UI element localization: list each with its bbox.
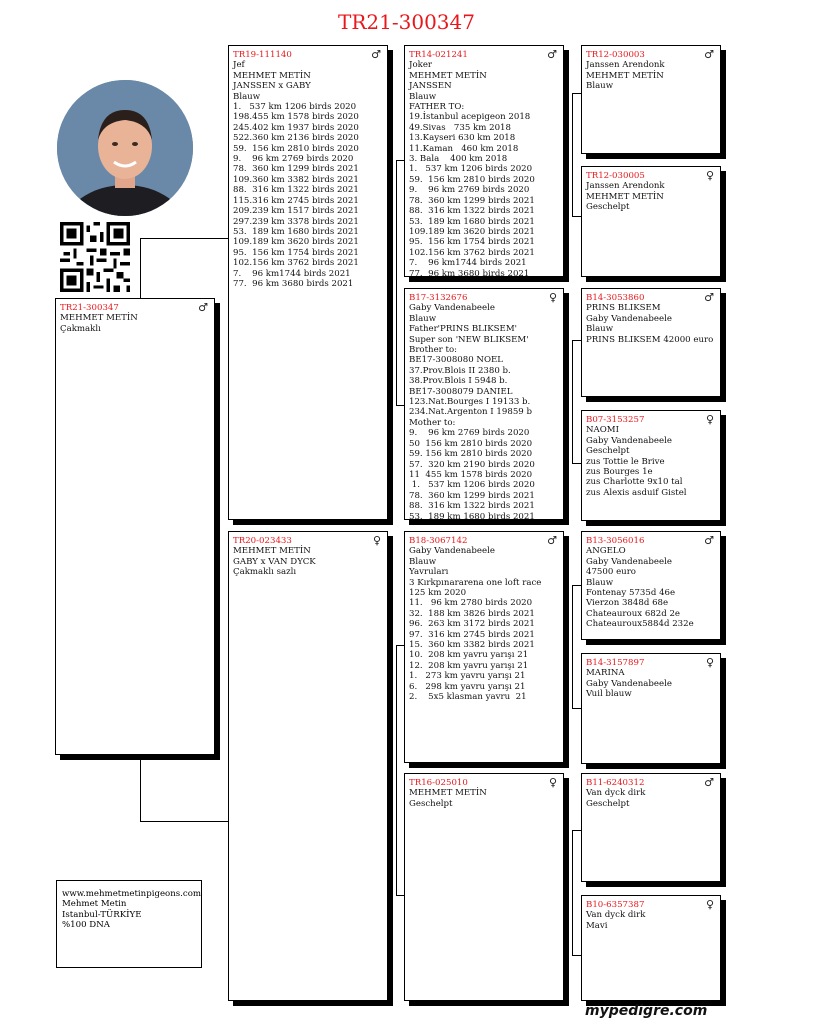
pedigree-card-sire-dam[interactable]	[404, 288, 564, 520]
pedigree-line: Geschelpt	[586, 798, 630, 809]
pedigree-line: 198.455 km 1578 birds 2020	[233, 112, 359, 123]
pedigree-line: Gaby Vandenabeele	[586, 678, 672, 689]
connector-subject-dam-v	[140, 755, 141, 821]
connector-ds-h2	[572, 708, 581, 709]
pedigree-line: 11. 96 km 2780 birds 2020	[409, 598, 533, 609]
pedigree-line: 53. 189 km 1680 birds 2021	[409, 511, 535, 520]
pedigree-line: GABY x VAN DYCK	[233, 556, 316, 567]
pedigree-line: 7. 96 km1744 birds 2021	[233, 268, 351, 279]
pedigree-card-sss[interactable]	[581, 45, 721, 154]
pedigree-card-sdd[interactable]	[581, 410, 721, 521]
ring-number: B18-3067142	[409, 536, 468, 546]
female-symbol-icon: ♀	[705, 656, 714, 669]
pedigree-line: Blauw	[586, 324, 614, 335]
pedigree-line: zus Charlotte 9x10 tal	[586, 477, 683, 488]
pedigree-line: 115.316 km 2745 birds 2021	[233, 195, 359, 206]
ring-number: B13-3056016	[586, 536, 645, 546]
pedigree-line: MEHMET METİN	[60, 313, 138, 324]
pedigree-line: 78. 360 km 1299 birds 2021	[233, 164, 359, 175]
pedigree-line: 78. 360 km 1299 birds 2021	[409, 490, 535, 501]
pedigree-card-dsd[interactable]	[581, 653, 721, 764]
pedigree-line: Blauw	[586, 577, 614, 588]
male-symbol-icon: ♂	[198, 301, 208, 314]
pedigree-line: 12. 208 km yavru yarışı 21	[409, 660, 529, 671]
pedigree-line: MEHMET METİN	[586, 70, 664, 81]
male-symbol-icon: ♂	[371, 48, 381, 61]
pedigree-line: zus Bourges 1e	[586, 467, 653, 478]
male-symbol-icon: ♂	[547, 534, 557, 547]
pedigree-card-dam-sire[interactable]	[404, 531, 564, 763]
pedigree-line: Fontenay 5735d 46e	[586, 588, 676, 599]
pedigree-line: 88. 316 km 1322 birds 2021	[409, 501, 535, 512]
ring-number: TR16-025010	[409, 778, 468, 788]
pedigree-line: 245.402 km 1937 birds 2020	[233, 122, 359, 133]
ring-number: B14-3053860	[586, 293, 645, 303]
pedigree-line: 123.Nat.Bourges I 19133 b.	[409, 397, 531, 408]
pedigree-card-sire-sire[interactable]	[404, 45, 564, 277]
pedigree-line: 1. 537 km 1206 birds 2020	[409, 164, 533, 175]
pedigree-line: Blauw	[233, 91, 261, 102]
pedigree-line: MARINA	[586, 668, 625, 679]
pedigree-line: Vuil blauw	[586, 689, 632, 700]
connector-ss-v	[572, 93, 573, 216]
qr-code[interactable]	[60, 222, 130, 292]
pedigree-line: 6. 298 km yavru yarışı 21	[409, 681, 526, 692]
connector-subject-sire-h	[140, 238, 230, 239]
pedigree-card-dss[interactable]	[581, 531, 721, 640]
pedigree-line: 102.156 km 3762 birds 2021	[409, 247, 535, 258]
pedigree-card-sire[interactable]	[228, 45, 388, 520]
pedigree-line: 9. 96 km 2769 birds 2020	[409, 428, 530, 439]
pedigree-line: Mother to:	[409, 417, 456, 428]
pedigree-line: 109.189 km 3620 birds 2021	[409, 226, 535, 237]
pedigree-line: 88. 316 km 1322 birds 2021	[409, 206, 535, 217]
ring-number: TR20-023433	[233, 536, 292, 546]
pedigree-line: Van dyck dirk	[586, 788, 646, 799]
pedigree-line: 15. 360 km 3382 birds 2021	[409, 640, 535, 651]
pedigree-card-ssd[interactable]	[581, 166, 721, 277]
pedigree-line: 1. 273 km yavru yarışı 21	[409, 671, 526, 682]
pedigree-line: 59. 156 km 2810 birds 2020	[233, 143, 359, 154]
ring-number: TR14-021241	[409, 50, 468, 60]
ring-number: B17-3132676	[409, 293, 468, 303]
pedigree-line: Gaby Vandenabeele	[586, 556, 672, 567]
pedigree-line: 37.Prov.Blois II 2380 b.	[409, 365, 511, 376]
connector-ds-v	[572, 585, 573, 708]
pedigree-line: 522.360 km 2136 birds 2020	[233, 133, 359, 144]
contact-box	[56, 880, 202, 968]
pedigree-line: 1. 537 km 1206 birds 2020	[233, 102, 357, 113]
pedigree-line: Blauw	[586, 81, 614, 92]
male-symbol-icon: ♂	[547, 48, 557, 61]
female-symbol-icon: ♀	[705, 169, 714, 182]
pedigree-line: MEHMET METİN	[409, 788, 487, 799]
pedigree-line: JANSSEN	[409, 81, 452, 92]
pedigree-line: 10. 208 km yavru yarışı 21	[409, 650, 529, 661]
pedigree-line: Gaby Vandenabeele	[409, 303, 495, 314]
pedigree-line: MEHMET METİN	[233, 546, 311, 557]
pedigree-card-sds[interactable]	[581, 288, 721, 397]
ring-number: B14-3157897	[586, 658, 645, 668]
pedigree-line: Çakmaklı	[60, 323, 101, 334]
pedigree-line: Geschelpt	[586, 202, 630, 213]
pedigree-card-dds[interactable]	[581, 773, 721, 882]
female-symbol-icon: ♀	[705, 413, 714, 426]
contact-location: Istanbul-TÜRKİYE	[62, 909, 142, 920]
pedigree-line: 32. 188 km 3826 birds 2021	[409, 608, 535, 619]
connector-ds-h1	[572, 585, 581, 586]
connector-sire-v	[396, 160, 397, 405]
pedigree-line: Janssen Arendonk	[586, 60, 665, 71]
ring-number: TR12-030005	[586, 171, 645, 181]
pedigree-line: 38.Prov.Blois I 5948 b.	[409, 376, 508, 387]
pedigree-line: Janssen Arendonk	[586, 181, 665, 192]
breeder-photo	[57, 80, 193, 216]
ring-number: TR21-300347	[60, 303, 119, 313]
pedigree-line: 109.360 km 3382 birds 2021	[233, 174, 359, 185]
pedigree-line: Chateauroux5884d 232e	[586, 619, 694, 630]
male-symbol-icon: ♂	[704, 776, 714, 789]
pedigree-line: 77. 96 km 3680 birds 2021	[409, 268, 530, 277]
pedigree-line: 109.189 km 3620 birds 2021	[233, 237, 359, 248]
ring-number: B10-6357387	[586, 900, 645, 910]
pedigree-line: PRINS BLIKSEM 42000 euro	[586, 334, 714, 345]
pedigree-line: 1. 537 km 1206 birds 2020	[409, 480, 535, 491]
connector-dd-h1	[572, 830, 581, 831]
pedigree-line: Gaby Vandenabeele	[586, 313, 672, 324]
pedigree-line: MEHMET METİN	[586, 191, 664, 202]
contact-website[interactable]: www.mehmetmetinpigeons.com	[62, 889, 202, 899]
pedigree-line: Gaby Vandenabeele	[409, 546, 495, 557]
pedigree-line: 53. 189 km 1680 birds 2021	[409, 216, 535, 227]
pedigree-line: Çakmaklı sazlı	[233, 567, 297, 578]
connector-dd-v	[572, 830, 573, 955]
pedigree-line: JANSSEN x GABY	[233, 81, 311, 92]
ring-number: TR19-111140	[233, 50, 292, 60]
pedigree-line: 47500 euro	[586, 567, 636, 578]
pedigree-line: 297.239 km 3378 birds 2021	[233, 216, 359, 227]
pedigree-line: BE17-3008080 NOEL	[409, 355, 503, 366]
female-symbol-icon: ♀	[705, 898, 714, 911]
pedigree-line: Father'PRINS BLIKSEM'	[409, 324, 517, 335]
pedigree-line: 59. 156 km 2810 birds 2020	[409, 174, 535, 185]
female-symbol-icon: ♀	[548, 776, 557, 789]
pedigree-line: Blauw	[409, 91, 437, 102]
pedigree-line: 96. 263 km 3172 birds 2021	[409, 619, 535, 630]
pedigree-card-subject[interactable]	[55, 298, 215, 755]
pedigree-line: 234.Nat.Argenton I 19859 b	[409, 407, 532, 418]
pedigree-line: 59. 156 km 2810 birds 2020	[409, 449, 533, 460]
pedigree-line: MEHMET METİN	[233, 70, 311, 81]
pedigree-line: 77. 96 km 3680 birds 2021	[233, 278, 354, 289]
pedigree-line: Van dyck dirk	[586, 910, 646, 921]
connector-dam-ds-h	[396, 645, 404, 646]
connector-sd-h2	[572, 463, 581, 464]
pedigree-line: BE17-3008079 DANIEL	[409, 386, 513, 397]
pedigree-line: 97. 316 km 2745 birds 2021	[409, 629, 535, 640]
pedigree-line: Blauw	[409, 556, 437, 567]
pedigree-line: Super son 'NEW BLIKSEM'	[409, 334, 529, 345]
connector-dam-dd-h	[396, 895, 404, 896]
pedigree-line: 49.Sivas 735 km 2018	[409, 122, 511, 133]
pedigree-line: Mavi	[586, 920, 608, 931]
pedigree-line: Brother to:	[409, 345, 458, 356]
pedigree-line: FATHER TO:	[409, 102, 465, 113]
pedigree-line: zus Alexis asduif Gistel	[586, 487, 687, 498]
connector-ss-h1	[572, 93, 581, 94]
pedigree-line: ANGELO	[586, 546, 626, 557]
pedigree-line: 11.Kaman 460 km 2018	[409, 143, 519, 154]
ring-number: B07-3153257	[586, 415, 645, 425]
connector-dd-h2	[572, 955, 581, 956]
connector-ss-h2	[572, 216, 581, 217]
pedigree-line: zus Tottie le Brive	[586, 456, 665, 467]
pedigree-line: Joker	[409, 60, 433, 71]
pedigree-line: Vierzon 3848d 68e	[586, 598, 669, 609]
pedigree-line: NAOMI	[586, 425, 619, 436]
connector-sire-ss-h	[396, 160, 404, 161]
pedigree-line: 125 km 2020	[409, 588, 467, 599]
pedigree-line: 57. 320 km 2190 birds 2020	[409, 459, 535, 470]
pedigree-line: 95. 156 km 1754 birds 2021	[233, 247, 359, 258]
pedigree-line: 53. 189 km 1680 birds 2021	[233, 226, 359, 237]
pedigree-line: 19.İstanbul acepigeon 2018	[409, 112, 531, 123]
pedigree-line: 209.239 km 1517 birds 2021	[233, 206, 359, 217]
pedigree-line: 3 Kırkpınararena one loft race	[409, 577, 542, 588]
contact-dna: %100 DNA	[62, 920, 110, 931]
connector-dam-v	[396, 645, 397, 895]
pedigree-card-dam-dam[interactable]	[404, 773, 564, 1001]
pedigree-line: 9. 96 km 2769 birds 2020	[409, 185, 530, 196]
ring-number: TR12-030003	[586, 50, 645, 60]
pedigree-line: 102.156 km 3762 birds 2021	[233, 258, 359, 269]
male-symbol-icon: ♂	[704, 48, 714, 61]
pedigree-line: PRINS BLIKSEM	[586, 303, 661, 314]
pedigree-card-dam[interactable]	[228, 531, 388, 1001]
pedigree-line: Jef	[233, 60, 245, 71]
page-title: TR21-300347	[338, 10, 475, 34]
pedigree-line: Geschelpt	[409, 798, 453, 809]
connector-subject-sire-v	[140, 238, 141, 298]
connector-sd-v	[572, 340, 573, 463]
pedigree-line: 13.Kayseri 630 km 2018	[409, 133, 516, 144]
pedigree-card-ddd[interactable]	[581, 895, 721, 1001]
pedigree-line: MEHMET METİN	[409, 70, 487, 81]
pedigree-line: 11 455 km 1578 birds 2020	[409, 469, 533, 480]
connector-sire-sd-h	[396, 405, 404, 406]
connector-subject-dam-h	[140, 821, 230, 822]
pedigree-line: 9. 96 km 2769 birds 2020	[233, 154, 354, 165]
pedigree-line: Yavruları	[409, 567, 449, 578]
connector-sd-h1	[572, 340, 581, 341]
pedigree-line: Geschelpt	[586, 446, 630, 457]
pedigree-line: 88. 316 km 1322 birds 2021	[233, 185, 359, 196]
pedigree-line: 50 156 km 2810 birds 2020	[409, 438, 533, 449]
pedigree-line: 78. 360 km 1299 birds 2021	[409, 195, 535, 206]
pedigree-line: 3. Bala 400 km 2018	[409, 154, 508, 165]
ring-number: B11-6240312	[586, 778, 645, 788]
pedigree-line: Chateauroux 682d 2e	[586, 608, 681, 619]
footer-brand[interactable]: mypedigre.com	[585, 1003, 708, 1019]
pedigree-line: Blauw	[409, 313, 437, 324]
pedigree-line: 7. 96 km1744 birds 2021	[409, 258, 527, 269]
pedigree-line: 95. 156 km 1754 birds 2021	[409, 237, 535, 248]
male-symbol-icon: ♂	[704, 534, 714, 547]
contact-name: Mehmet Metin	[62, 899, 127, 910]
female-symbol-icon: ♀	[548, 291, 557, 304]
male-symbol-icon: ♂	[704, 291, 714, 304]
female-symbol-icon: ♀	[372, 534, 381, 547]
pedigree-line: Gaby Vandenabeele	[586, 435, 672, 446]
pedigree-line: 2. 5x5 klasman yavru 21	[409, 692, 527, 703]
